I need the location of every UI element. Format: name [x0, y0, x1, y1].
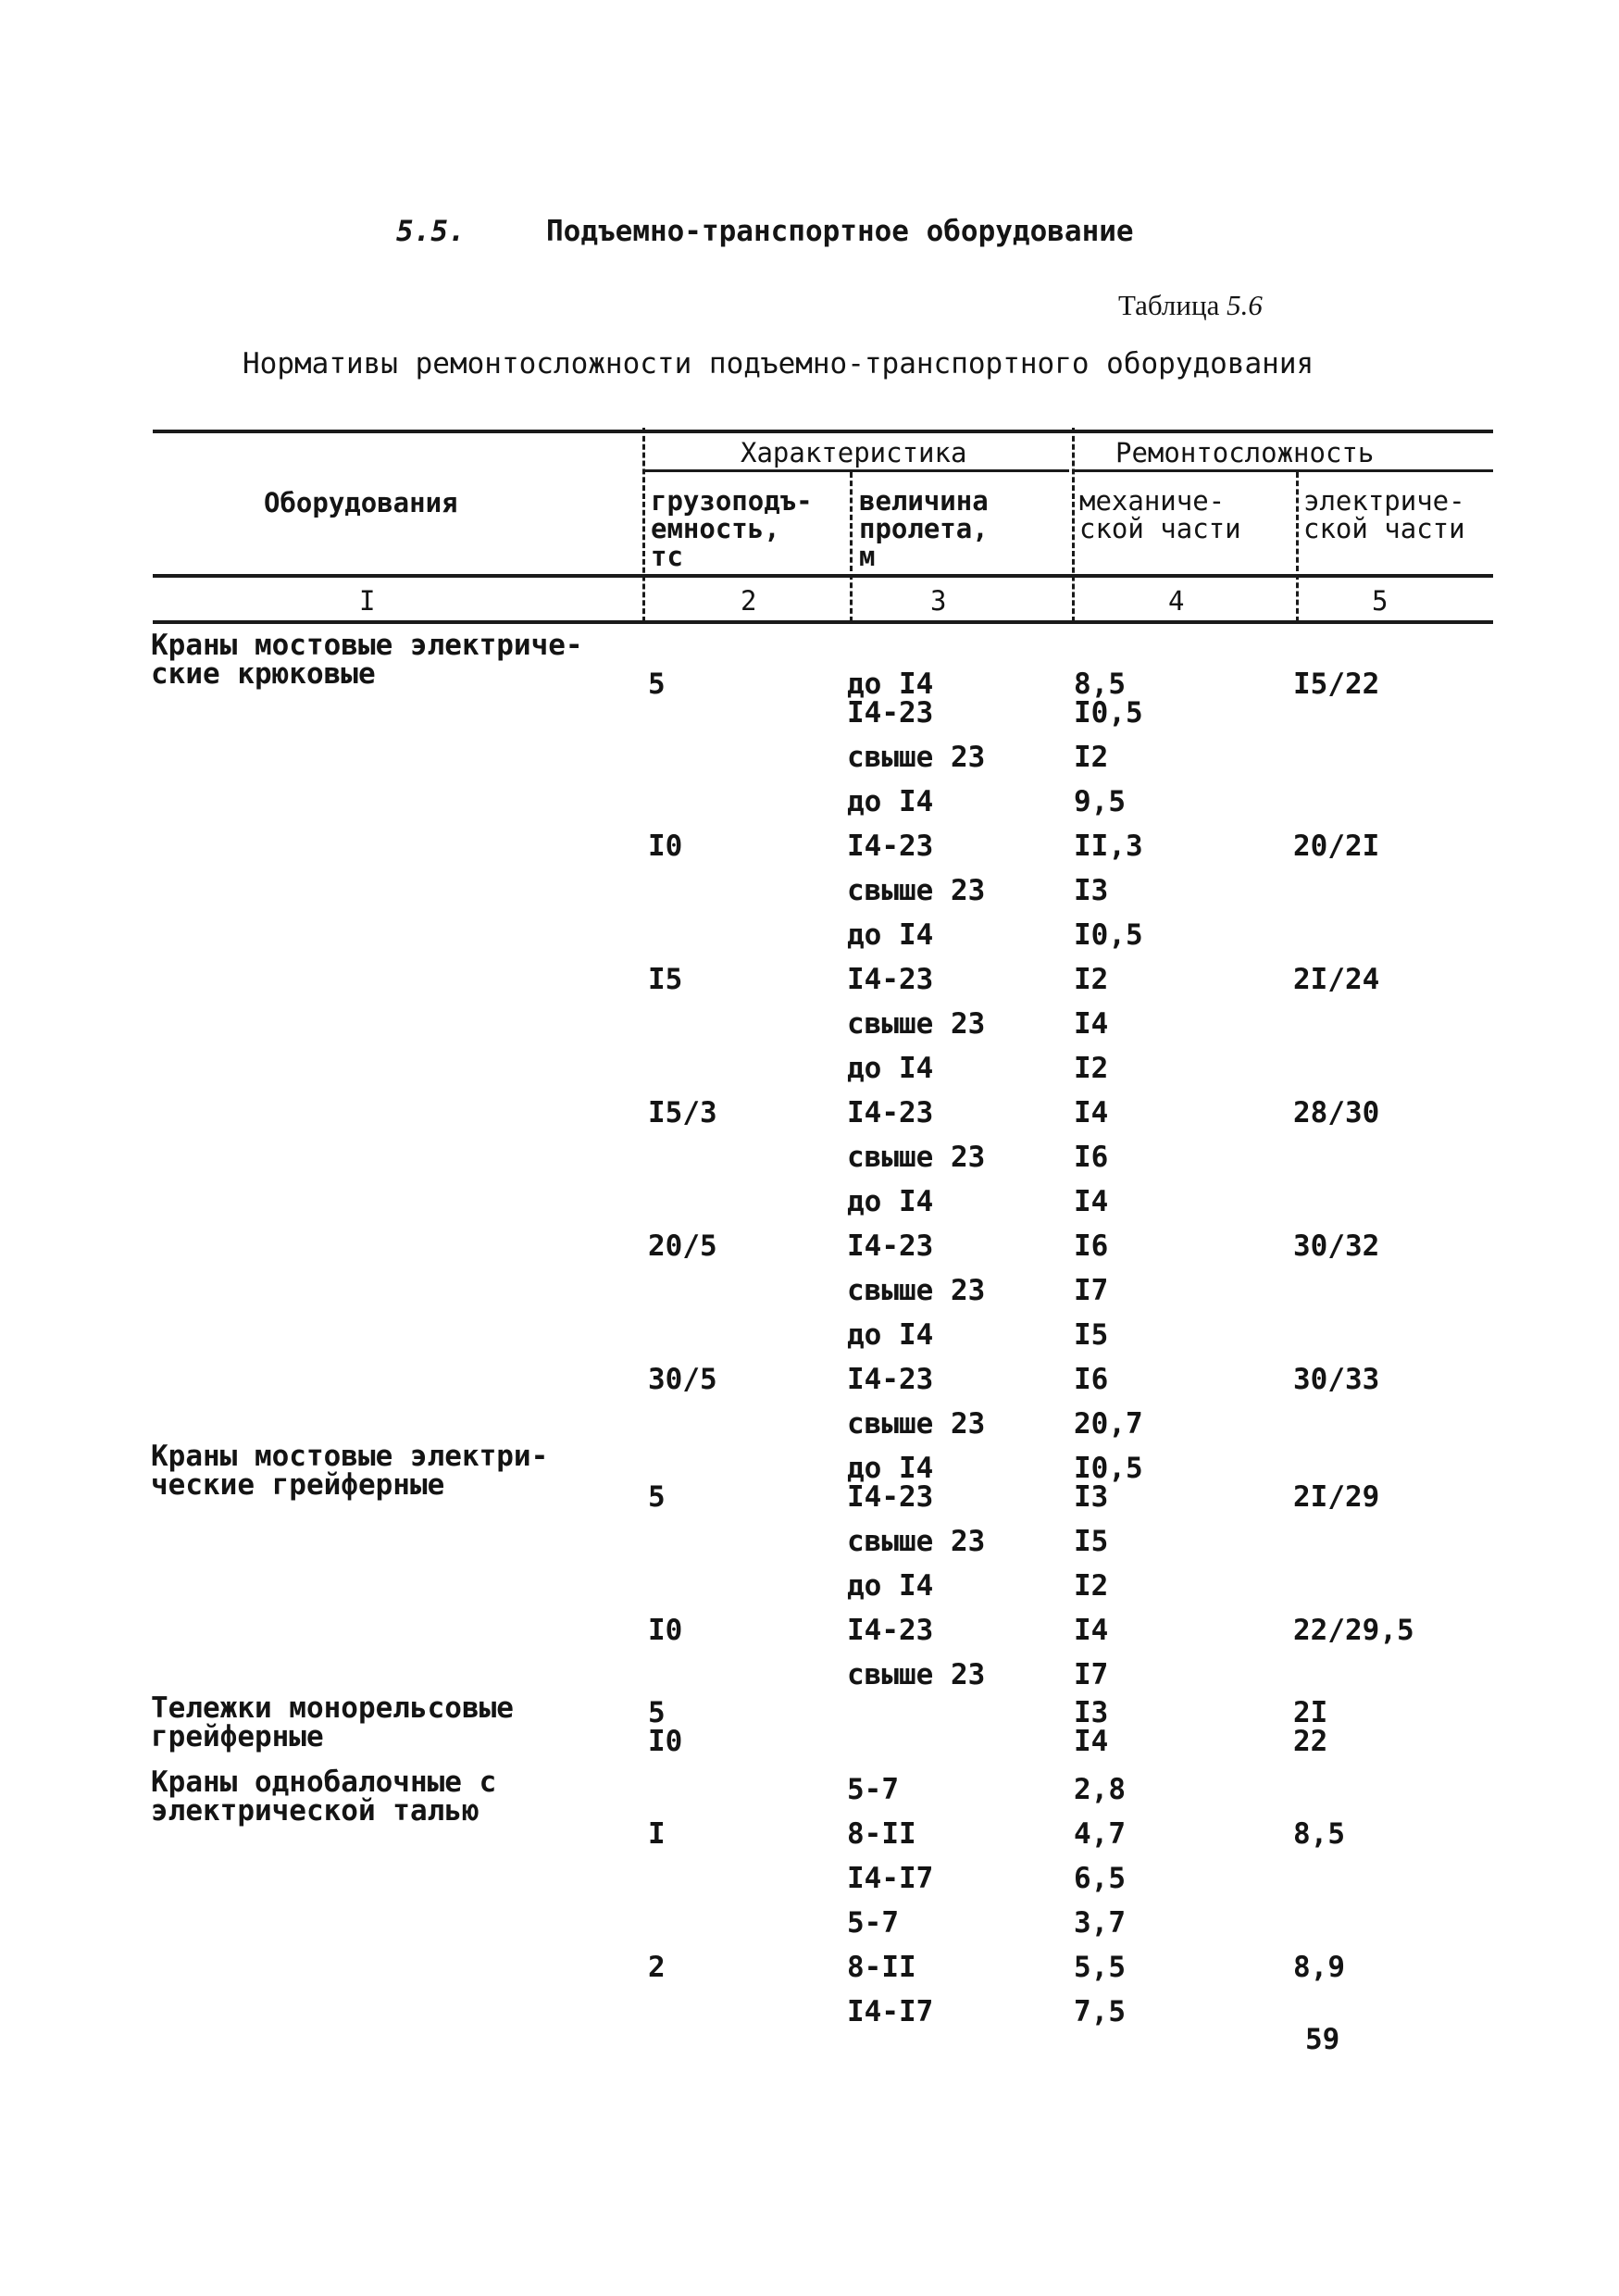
span-cell: 5-7	[847, 1906, 899, 1940]
span-cell: свыше 23	[847, 1525, 986, 1558]
equipment-name-line1: Краны мостовые электриче-	[151, 629, 583, 662]
header-elec-l1: электриче-	[1303, 485, 1465, 517]
span-cell: свыше 23	[847, 1274, 986, 1307]
header-mech-l1: механиче-	[1079, 485, 1226, 517]
table-top-rule	[153, 430, 1493, 433]
mech-part-cell: II,3	[1074, 830, 1143, 863]
mech-part-cell: I2	[1074, 963, 1109, 996]
span-cell: 5-7	[847, 1773, 899, 1806]
col-number-3: 3	[930, 585, 947, 617]
elec-part-cell: 8,5	[1293, 1817, 1345, 1851]
header-group-repair: Ремонтосложность	[1115, 437, 1375, 468]
elec-part-cell: 22	[1293, 1725, 1328, 1758]
col-sep-1	[642, 428, 645, 622]
equipment-name-line2: электрической талью	[151, 1794, 479, 1828]
mech-part-cell: 4,7	[1074, 1817, 1126, 1851]
equipment-name	[151, 1691, 514, 1753]
capacity-cell: 5	[648, 1480, 666, 1514]
capacity-cell: 5	[648, 1696, 666, 1729]
mech-part-cell: I4	[1074, 1096, 1109, 1129]
mech-part-cell: I3	[1074, 874, 1109, 907]
elec-part-cell: 2I/24	[1293, 963, 1380, 996]
capacity-cell: 20/5	[648, 1229, 717, 1263]
span-cell: I4-23	[847, 1229, 934, 1263]
mech-part-cell: I5	[1074, 1318, 1109, 1352]
header-capacity-l3: тс	[651, 541, 683, 572]
capacity-cell: I0	[648, 1725, 683, 1758]
mech-part-cell: 2,8	[1074, 1773, 1126, 1806]
table-caption: Нормативы ремонтосложности подъемно-транспортного оборудования	[243, 347, 1314, 381]
section-title: Подъемно-транспортное оборудование	[546, 215, 1134, 248]
mech-part-cell: I0,5	[1074, 696, 1143, 730]
header-mech-l2: ской части	[1079, 513, 1241, 544]
col-number-4: 4	[1168, 585, 1185, 617]
mech-part-cell: I3	[1074, 1480, 1109, 1514]
header-group-characteristics: Характеристика	[741, 437, 967, 468]
span-cell: I4-23	[847, 1480, 934, 1514]
span-cell: до I4	[847, 1318, 934, 1352]
table-label	[1118, 289, 1263, 322]
group-underline-rep	[1074, 469, 1493, 472]
span-cell: I4-23	[847, 1363, 934, 1396]
capacity-cell: I5/3	[648, 1096, 717, 1129]
section-heading	[396, 215, 1134, 248]
mech-part-cell: I2	[1074, 1052, 1109, 1085]
header-bottom-rule	[153, 574, 1493, 578]
mech-part-cell: 5,5	[1074, 1951, 1126, 1984]
equipment-name-line1: Краны мостовые электри-	[151, 1440, 549, 1473]
span-cell: 8-II	[847, 1817, 916, 1851]
elec-part-cell: I5/22	[1293, 668, 1380, 701]
elec-part-cell: 30/32	[1293, 1229, 1380, 1263]
capacity-cell: 2	[648, 1951, 666, 1984]
mech-part-cell: I6	[1074, 1141, 1109, 1174]
group-underline-char	[643, 469, 1069, 472]
span-cell: I4-I7	[847, 1995, 934, 2028]
elec-part-cell: 28/30	[1293, 1096, 1380, 1129]
equipment-name	[151, 1768, 496, 1826]
equipment-name-line2: ские крюковые	[151, 657, 376, 691]
header-elec-l2: ской части	[1303, 513, 1465, 544]
span-cell: до I4	[847, 1452, 934, 1485]
col-number-5: 5	[1372, 585, 1389, 617]
span-cell: свыше 23	[847, 741, 986, 774]
mech-part-cell: I4	[1074, 1614, 1109, 1647]
span-cell: свыше 23	[847, 1141, 986, 1174]
mech-part-cell: I2	[1074, 741, 1109, 774]
mech-part-cell: I4	[1074, 1725, 1109, 1758]
table-label-number: 5.6	[1227, 289, 1263, 321]
capacity-cell: 5	[648, 668, 666, 701]
elec-part-cell: 8,9	[1293, 1951, 1345, 1984]
mech-part-cell: 8,5	[1074, 668, 1126, 701]
header-equipment: Оборудования	[264, 487, 458, 518]
span-cell: до I4	[847, 1185, 934, 1218]
equipment-name-line2: грейферные	[151, 1720, 324, 1753]
span-cell: до I4	[847, 785, 934, 818]
span-cell: свыше 23	[847, 1658, 986, 1691]
mech-part-cell: I7	[1074, 1274, 1109, 1307]
mech-part-cell: I6	[1074, 1229, 1109, 1263]
span-cell: свыше 23	[847, 874, 986, 907]
span-cell: I4-23	[847, 830, 934, 863]
mech-part-cell: 9,5	[1074, 785, 1126, 818]
equipment-name-line1: Тележки монорельсовые	[151, 1691, 514, 1725]
equipment-name-line1: Краны однобалочные с	[151, 1766, 497, 1799]
capacity-cell: I5	[648, 963, 683, 996]
span-cell: до I4	[847, 1569, 934, 1603]
equipment-name	[151, 1442, 548, 1500]
mech-part-cell: 3,7	[1074, 1906, 1126, 1940]
capacity-cell: I0	[648, 1614, 683, 1647]
header-span-l3: м	[859, 541, 876, 572]
mech-part-cell: I4	[1074, 1185, 1109, 1218]
span-cell: свыше 23	[847, 1007, 986, 1041]
span-cell: I4-23	[847, 963, 934, 996]
elec-part-cell: 22/29,5	[1293, 1614, 1414, 1647]
mech-part-cell: I6	[1074, 1363, 1109, 1396]
span-cell: свыше 23	[847, 1407, 986, 1441]
equipment-name	[151, 631, 583, 689]
col-sep-3	[1072, 428, 1075, 622]
mech-part-cell: 20,7	[1074, 1407, 1143, 1441]
col-numbers-rule	[153, 620, 1493, 624]
col-number-1: I	[359, 585, 376, 617]
header-span-l1: величина	[859, 485, 989, 517]
span-cell: I4-23	[847, 1614, 934, 1647]
col-sep-4	[1296, 472, 1299, 622]
span-cell: до I4	[847, 918, 934, 952]
elec-part-cell: 20/2I	[1293, 830, 1380, 863]
capacity-cell: 30/5	[648, 1363, 717, 1396]
page-number: 59	[1305, 2023, 1340, 2056]
mech-part-cell: 7,5	[1074, 1995, 1126, 2028]
span-cell: до I4	[847, 1052, 934, 1085]
header-capacity-l1: грузоподъ-	[651, 485, 813, 517]
span-cell: I4-23	[847, 696, 934, 730]
mech-part-cell: I0,5	[1074, 918, 1143, 952]
span-cell: I4-I7	[847, 1862, 934, 1895]
capacity-cell: I	[648, 1817, 666, 1851]
col-sep-2	[850, 472, 853, 622]
elec-part-cell: 2I	[1293, 1696, 1328, 1729]
span-cell: 8-II	[847, 1951, 916, 1984]
header-span-l2: пролета,	[859, 513, 989, 544]
mech-part-cell: I3	[1074, 1696, 1109, 1729]
span-cell: до I4	[847, 668, 934, 701]
mech-part-cell: I0,5	[1074, 1452, 1143, 1485]
mech-part-cell: 6,5	[1074, 1862, 1126, 1895]
mech-part-cell: I2	[1074, 1569, 1109, 1603]
mech-part-cell: I5	[1074, 1525, 1109, 1558]
mech-part-cell: I7	[1074, 1658, 1109, 1691]
elec-part-cell: 2I/29	[1293, 1480, 1380, 1514]
section-number: 5.5.	[396, 215, 466, 248]
mech-part-cell: I4	[1074, 1007, 1109, 1041]
header-capacity-l2: емность,	[651, 513, 780, 544]
equipment-name-line2: ческие грейферные	[151, 1468, 445, 1502]
span-cell: I4-23	[847, 1096, 934, 1129]
capacity-cell: I0	[648, 830, 683, 863]
table-label-prefix: Таблица	[1118, 289, 1220, 321]
col-number-2: 2	[741, 585, 757, 617]
elec-part-cell: 30/33	[1293, 1363, 1380, 1396]
